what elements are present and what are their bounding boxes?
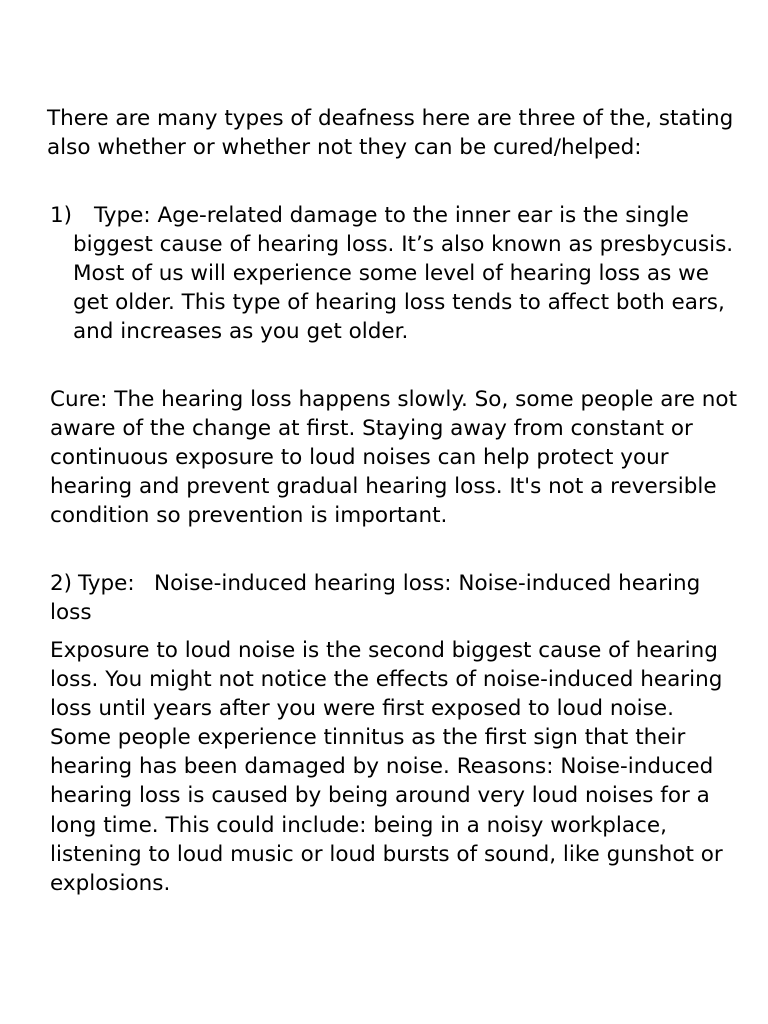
intro-paragraph: There are many types of deafness here are three of the, stating also whether or whether not they can be cured/helped: xyxy=(47,106,734,161)
list-item-2-label: Type: xyxy=(78,571,135,596)
list-item-1-number: 1) xyxy=(50,203,73,228)
noise-exposure-paragraph: Exposure to loud noise is the second biggest cause of hearing loss. You might not notice the effects of noise-induced hearing loss until years after you were first exposed to loud noise. Some people experience tinnitus as the first sign that their hearing has been damaged by noise. Reasons: Noise-induced hearing loss is caused by being around very loud noises for a long time. This could include: being in a noisy workplace, listening to loud music or loud bursts of sound, like gunshot or explosions. xyxy=(50,638,723,896)
list-item-1-text: Type: Age-related damage to the inner ear is the single biggest cause of hearing loss. It’s also known as presbycusis. Most of us will experience some level of hearing loss as we get older. This type of hearing loss tends to affect both ears, and increases as you get older. xyxy=(73,203,734,345)
list-item-2 xyxy=(50,569,740,627)
list-item-2-number: 2) xyxy=(50,571,73,596)
list-item-1 xyxy=(50,201,740,346)
list-item-2-text: Noise-induced hearing loss: Noise-induced hearing loss xyxy=(50,571,701,626)
cure-paragraph-1: Cure: The hearing loss happens slowly. So, some people are not aware of the change at first. Staying away from constant or continuous exposure to loud noises can help protect your hearing and prevent gradual hearing loss. It's not a reversible condition so prevention is important. xyxy=(50,387,738,529)
